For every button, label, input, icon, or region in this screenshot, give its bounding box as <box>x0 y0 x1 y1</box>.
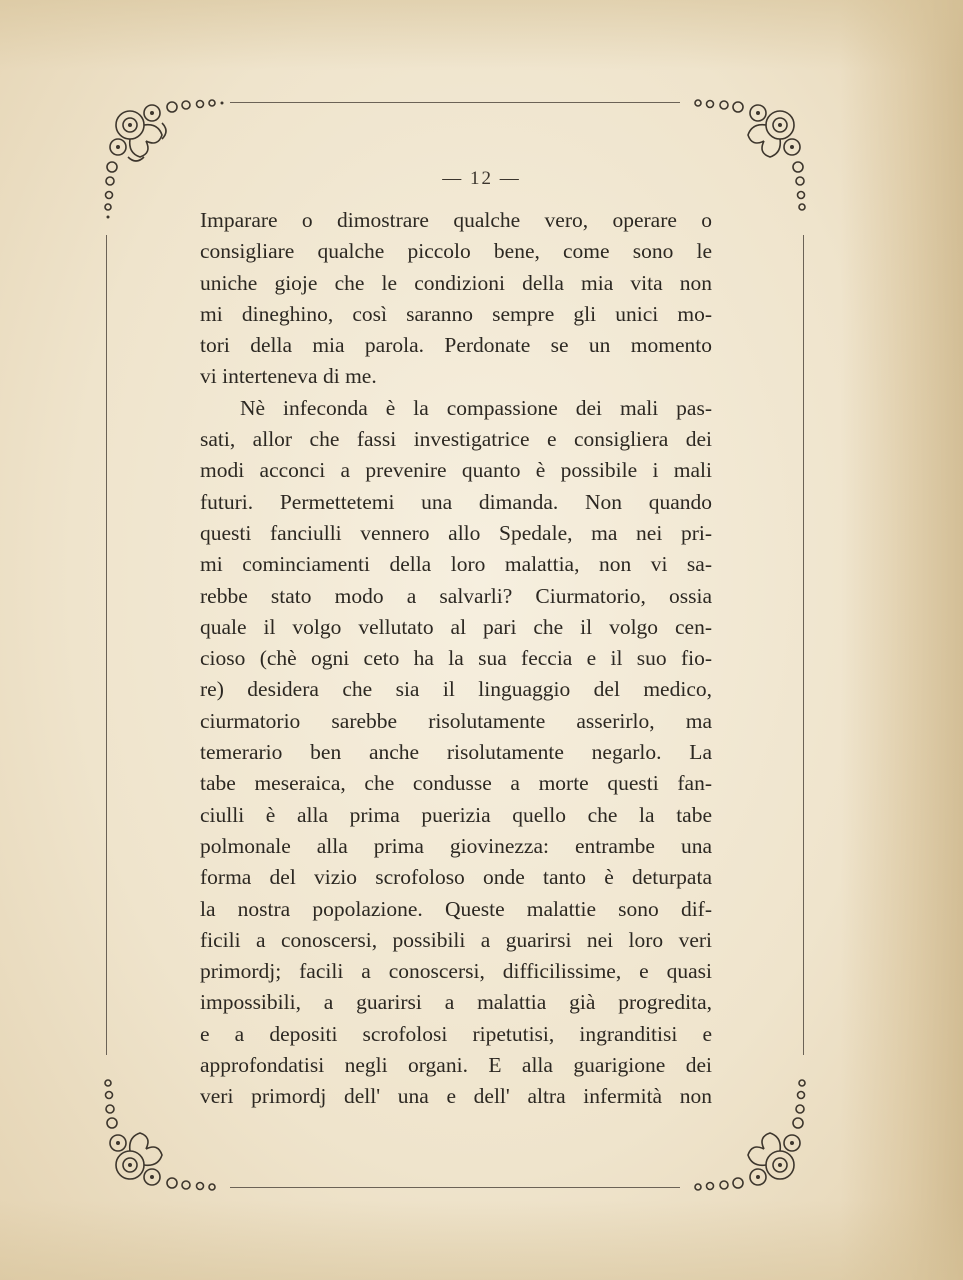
text-line: e a depositi scrofolosi ripetutisi, ingranditisi e <box>200 1021 712 1046</box>
text-line: ciulli è alla prima puerizia quello che la tabe <box>200 802 712 827</box>
frame-line-right <box>803 235 804 1055</box>
text-line: approfondatisi negli organi. E alla guarigione dei <box>200 1053 712 1078</box>
body-text <box>200 205 712 1113</box>
text-line: temerario ben anche risolutamente negarlo. La <box>200 740 712 765</box>
text-line: cioso (chè ogni ceto ha la sua feccia e il suo fio- <box>200 646 712 671</box>
text-line: impossibili, a guarirsi a malattia già progredita, <box>200 990 712 1015</box>
text-line: veri primordj dell' una e dell' altra infermità non <box>200 1084 712 1109</box>
text-line: mi dineghino, così saranno sempre gli unici mo- <box>200 301 712 326</box>
text-line: uniche gioje che le condizioni della mia vita non <box>200 270 712 295</box>
bottom-stain <box>0 1200 963 1280</box>
edge-stain <box>840 0 963 1280</box>
text-line: forma del vizio scrofoloso onde tanto è deturpata <box>200 865 712 890</box>
text-line: modi acconci a prevenire quanto è possibile i mali <box>200 458 712 483</box>
text-line: ficili a conoscersi, possibili a guarirsi nei loro veri <box>200 927 712 952</box>
frame-line-top <box>230 102 680 103</box>
frame-line-bottom <box>230 1187 680 1188</box>
frame-line-left <box>106 235 107 1055</box>
text-line: sati, allor che fassi investigatrice e consigliera dei <box>200 427 712 452</box>
text-line: quale il volgo vellutato al pari che il volgo cen- <box>200 614 712 639</box>
text-line: tori della mia parola. Perdonate se un momento <box>200 333 712 358</box>
text-line: Nè infeconda è la compassione dei mali pas- <box>240 395 712 420</box>
text-line: primordj; facili a conoscersi, difficilissime, e quasi <box>200 959 712 984</box>
text-line: rebbe stato modo a salvarli? Ciurmatorio, ossia <box>200 583 712 608</box>
text-line: Imparare o dimostrare qualche vero, operare o <box>200 208 712 232</box>
text-line: la nostra popolazione. Queste malattie sono dif- <box>200 896 712 921</box>
page-number: — 12 — <box>442 168 521 189</box>
text-line: mi cominciamenti della loro malattia, non vi sa- <box>200 552 712 577</box>
text-line: vi interteneva di me. <box>200 364 377 389</box>
text-line: futuri. Permettetemi una dimanda. Non quando <box>200 489 712 514</box>
text-line: consigliare qualche piccolo bene, come sono le <box>200 239 712 264</box>
top-stain <box>0 0 963 70</box>
text-line: ciurmatorio sarebbe risolutamente asserirlo, ma <box>200 708 712 733</box>
text-line: tabe meseraica, che condusse a morte questi fan- <box>200 771 712 796</box>
text-line: polmonale alla prima giovinezza: entrambe una <box>200 833 712 858</box>
text-line: questi fanciulli vennero allo Spedale, ma nei pri- <box>200 520 712 545</box>
text-line: re) desidera che sia il linguaggio del medico, <box>200 677 712 702</box>
